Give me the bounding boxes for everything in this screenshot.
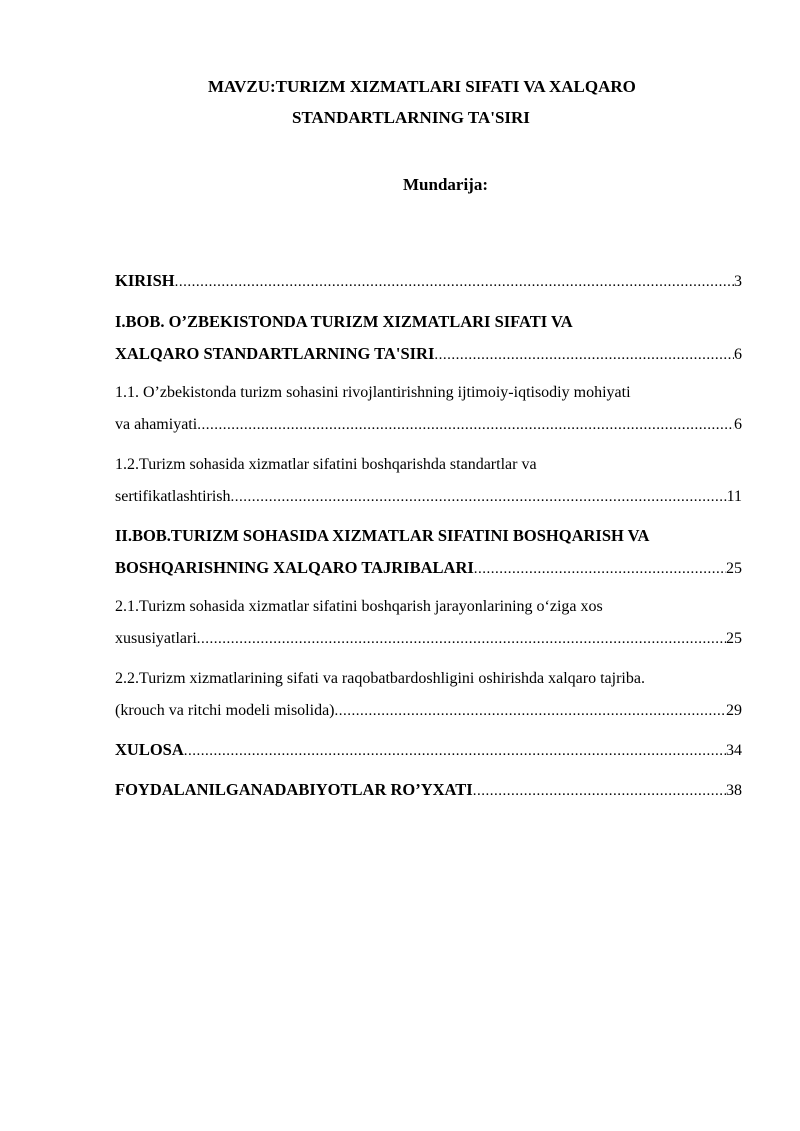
toc-entry-1-2[interactable] — [115, 486, 742, 508]
toc-entry-1-2-line-1[interactable]: 1.2.Turizm sohasida xizmatlar sifatini boshqarishda standartlar va — [115, 456, 537, 473]
toc-entry-title: (krouch va ritchi modeli misolida) — [115, 702, 335, 719]
dot-leader — [197, 414, 734, 436]
toc-entry-2-2[interactable] — [115, 700, 742, 722]
toc-page-number: 6 — [734, 346, 742, 363]
dot-leader — [474, 558, 726, 580]
toc-page-number: 25 — [726, 630, 742, 647]
dot-leader — [231, 486, 727, 508]
dot-leader — [184, 740, 726, 762]
toc-entry-1-1[interactable] — [115, 414, 742, 436]
toc-entry-title: va ahamiyati — [115, 416, 198, 433]
toc-entry-title: BOSHQARISHNING XALQARO TAJRIBALARI — [115, 558, 474, 577]
toc-entry-title: FOYDALANILGANADABIYOTLAR RO’YXATI — [115, 780, 473, 799]
toc-page-number: 6 — [734, 416, 742, 433]
document-title-line-1: MAVZU:TURIZM XIZMATLARI SIFATI VA XALQARO — [208, 77, 636, 96]
toc-page-number: 3 — [734, 273, 742, 290]
dot-leader — [473, 780, 726, 802]
toc-page-number: 34 — [726, 742, 742, 759]
toc-page-number: 25 — [726, 560, 742, 577]
toc-entry-title: KIRISH — [115, 271, 175, 290]
toc-entry-chapter-1-line-1[interactable]: I.BOB. O’ZBEKISTONDA TURIZM XIZMATLARI SIFATI VA — [115, 312, 573, 331]
toc-page-number: 11 — [726, 488, 742, 505]
toc-entry-chapter-2-line-1[interactable]: II.BOB.TURIZM SOHASIDA XIZMATLAR SIFATINI BOSHQARISH VA — [115, 526, 650, 545]
toc-entry-title: XALQARO STANDARTLARNING TA'SIRI — [115, 344, 435, 363]
toc-entry-chapter-2[interactable] — [115, 557, 742, 579]
toc-entry-title: xususiyatlari — [115, 630, 197, 647]
dot-leader — [335, 700, 727, 722]
toc-entry-kirish[interactable] — [115, 270, 742, 292]
toc-page-number: 38 — [726, 782, 742, 799]
toc-entry-references[interactable] — [115, 779, 742, 801]
toc-entry-chapter-1[interactable] — [115, 343, 742, 365]
toc-entry-title: sertifikatlashtirish — [115, 488, 231, 505]
toc-entry-xulosa[interactable] — [115, 739, 742, 761]
dot-leader — [434, 344, 734, 366]
toc-page-number: 29 — [726, 702, 742, 719]
toc-entry-title: XULOSA — [115, 740, 184, 759]
toc-entry-2-1-line-1[interactable]: 2.1.Turizm sohasida xizmatlar sifatini boshqarish jarayonlarining o‘ziga xos — [115, 598, 603, 615]
dot-leader — [197, 628, 726, 650]
dot-leader — [175, 271, 734, 293]
document-title-line-2: STANDARTLARNING TA'SIRI — [292, 108, 530, 127]
table-of-contents-heading: Mundarija: — [403, 175, 488, 194]
toc-entry-2-2-line-1[interactable]: 2.2.Turizm xizmatlarining sifati va raqobatbardoshligini oshirishda xalqaro tajriba. — [115, 670, 645, 687]
toc-entry-2-1[interactable] — [115, 628, 742, 650]
toc-entry-1-1-line-1[interactable]: 1.1. O’zbekistonda turizm sohasini rivojlantirishning ijtimoiy-iqtisodiy mohiyati — [115, 384, 631, 401]
